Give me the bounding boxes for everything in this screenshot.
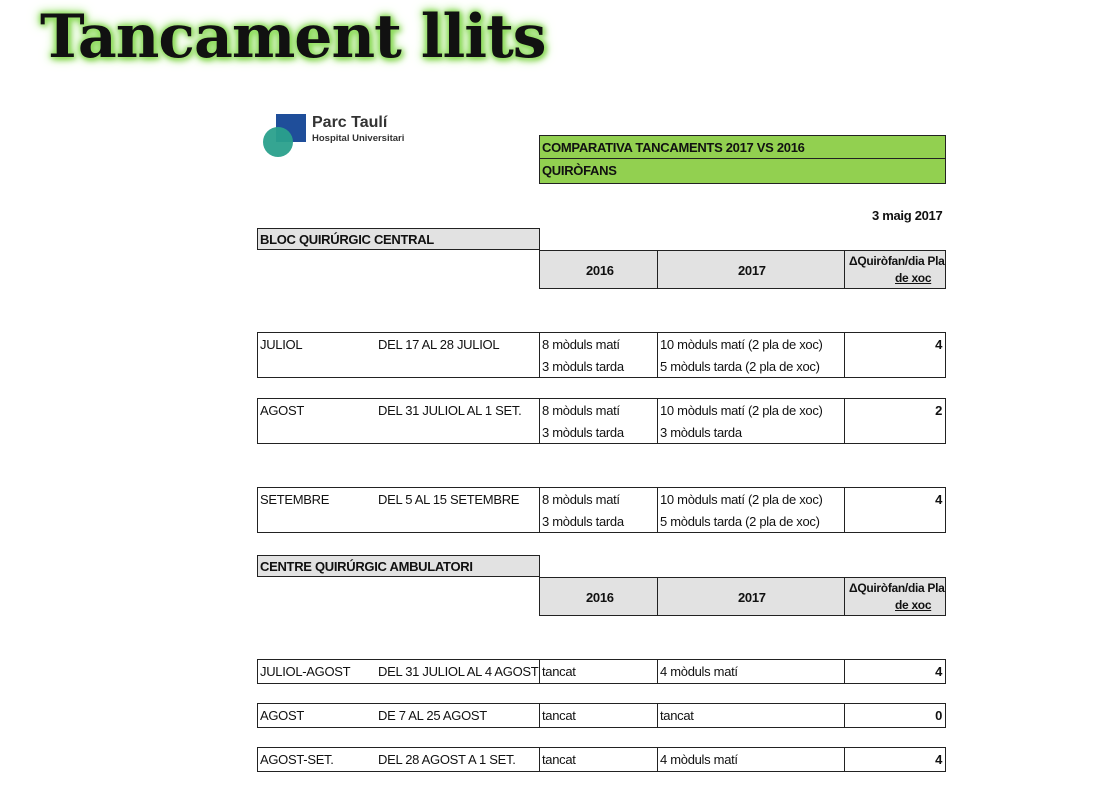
row-month: AGOST-SET. bbox=[260, 752, 334, 767]
report-title: COMPARATIVA TANCAMENTS 2017 VS 2016 bbox=[542, 140, 805, 155]
row-delta: 0 bbox=[935, 708, 942, 723]
row-2016-line2: 3 mòduls tarda bbox=[542, 425, 624, 440]
row-2017-line2: 5 mòduls tarda (2 pla de xoc) bbox=[660, 359, 820, 374]
row-2017-line1: 4 mòduls matí bbox=[660, 752, 738, 767]
row-month: AGOST bbox=[260, 403, 305, 418]
logo-subtitle: Hospital Universitari bbox=[312, 133, 405, 144]
column-header-2017: 2017 bbox=[657, 577, 845, 616]
row-dates: DEL 28 AGOST A 1 SET. bbox=[378, 752, 516, 767]
row-2016-line2: 3 mòduls tarda bbox=[542, 514, 624, 529]
row-month: JULIOL bbox=[260, 337, 303, 352]
row-delta: 4 bbox=[935, 492, 942, 507]
row-2017-line2: 5 mòduls tarda (2 pla de xoc) bbox=[660, 514, 820, 529]
row-2016-line2: 3 mòduls tarda bbox=[542, 359, 624, 374]
row-2016-line1: tancat bbox=[542, 664, 576, 679]
slide-title: Tancament llits bbox=[40, 2, 546, 72]
row-dates: DE 7 AL 25 AGOST bbox=[378, 708, 487, 723]
row-2017-line1: 10 mòduls matí (2 pla de xoc) bbox=[660, 403, 823, 418]
section-title-centre-ambulatori: CENTRE QUIRÚRGIC AMBULATORI bbox=[257, 555, 540, 577]
table-row bbox=[257, 659, 946, 684]
row-2017-line1: 4 mòduls matí bbox=[660, 664, 738, 679]
row-delta: 2 bbox=[935, 403, 942, 418]
row-2017-line1: tancat bbox=[660, 708, 694, 723]
row-dates: DEL 17 AL 28 JULIOL bbox=[378, 337, 500, 352]
row-2016-line1: tancat bbox=[542, 708, 576, 723]
table-row bbox=[257, 703, 946, 728]
logo-mark-icon bbox=[262, 112, 308, 160]
row-month: AGOST bbox=[260, 708, 305, 723]
row-delta: 4 bbox=[935, 664, 942, 679]
row-2016-line1: 8 mòduls matí bbox=[542, 337, 620, 352]
row-delta: 4 bbox=[935, 752, 942, 767]
report-subtitle: QUIRÒFANS bbox=[542, 163, 617, 178]
column-header-delta: ΔQuiròfan/dia Pla de xoc bbox=[844, 577, 946, 616]
hospital-logo bbox=[262, 112, 422, 162]
row-2017-line1: 10 mòduls matí (2 pla de xoc) bbox=[660, 492, 823, 507]
column-header-delta: ΔQuiròfan/dia Pla de xoc bbox=[844, 250, 946, 289]
report-title-bar bbox=[539, 135, 946, 159]
report-date: 3 maig 2017 bbox=[872, 208, 943, 223]
logo-name: Parc Taulí bbox=[312, 114, 388, 131]
section-title-bloc-central: BLOC QUIRÚRGIC CENTRAL bbox=[257, 228, 540, 250]
report-subtitle-bar bbox=[539, 158, 946, 184]
column-header-2017: 2017 bbox=[657, 250, 845, 289]
row-month: JULIOL-AGOST bbox=[260, 664, 351, 679]
row-2016-line1: 8 mòduls matí bbox=[542, 403, 620, 418]
row-2017-line1: 10 mòduls matí (2 pla de xoc) bbox=[660, 337, 823, 352]
row-dates: DEL 5 AL 15 SETEMBRE bbox=[378, 492, 520, 507]
table-row bbox=[257, 398, 946, 444]
column-header-2016: 2016 bbox=[539, 250, 658, 289]
table-row bbox=[257, 332, 946, 378]
row-2017-line2: 3 mòduls tarda bbox=[660, 425, 742, 440]
table-row bbox=[257, 747, 946, 772]
row-2016-line1: 8 mòduls matí bbox=[542, 492, 620, 507]
row-dates: DEL 31 JULIOL AL 4 AGOST bbox=[378, 664, 539, 679]
table-row bbox=[257, 487, 946, 533]
row-dates: DEL 31 JULIOL AL 1 SET. bbox=[378, 403, 522, 418]
column-header-2016: 2016 bbox=[539, 577, 658, 616]
row-month: SETEMBRE bbox=[260, 492, 330, 507]
row-delta: 4 bbox=[935, 337, 942, 352]
row-2016-line1: tancat bbox=[542, 752, 576, 767]
